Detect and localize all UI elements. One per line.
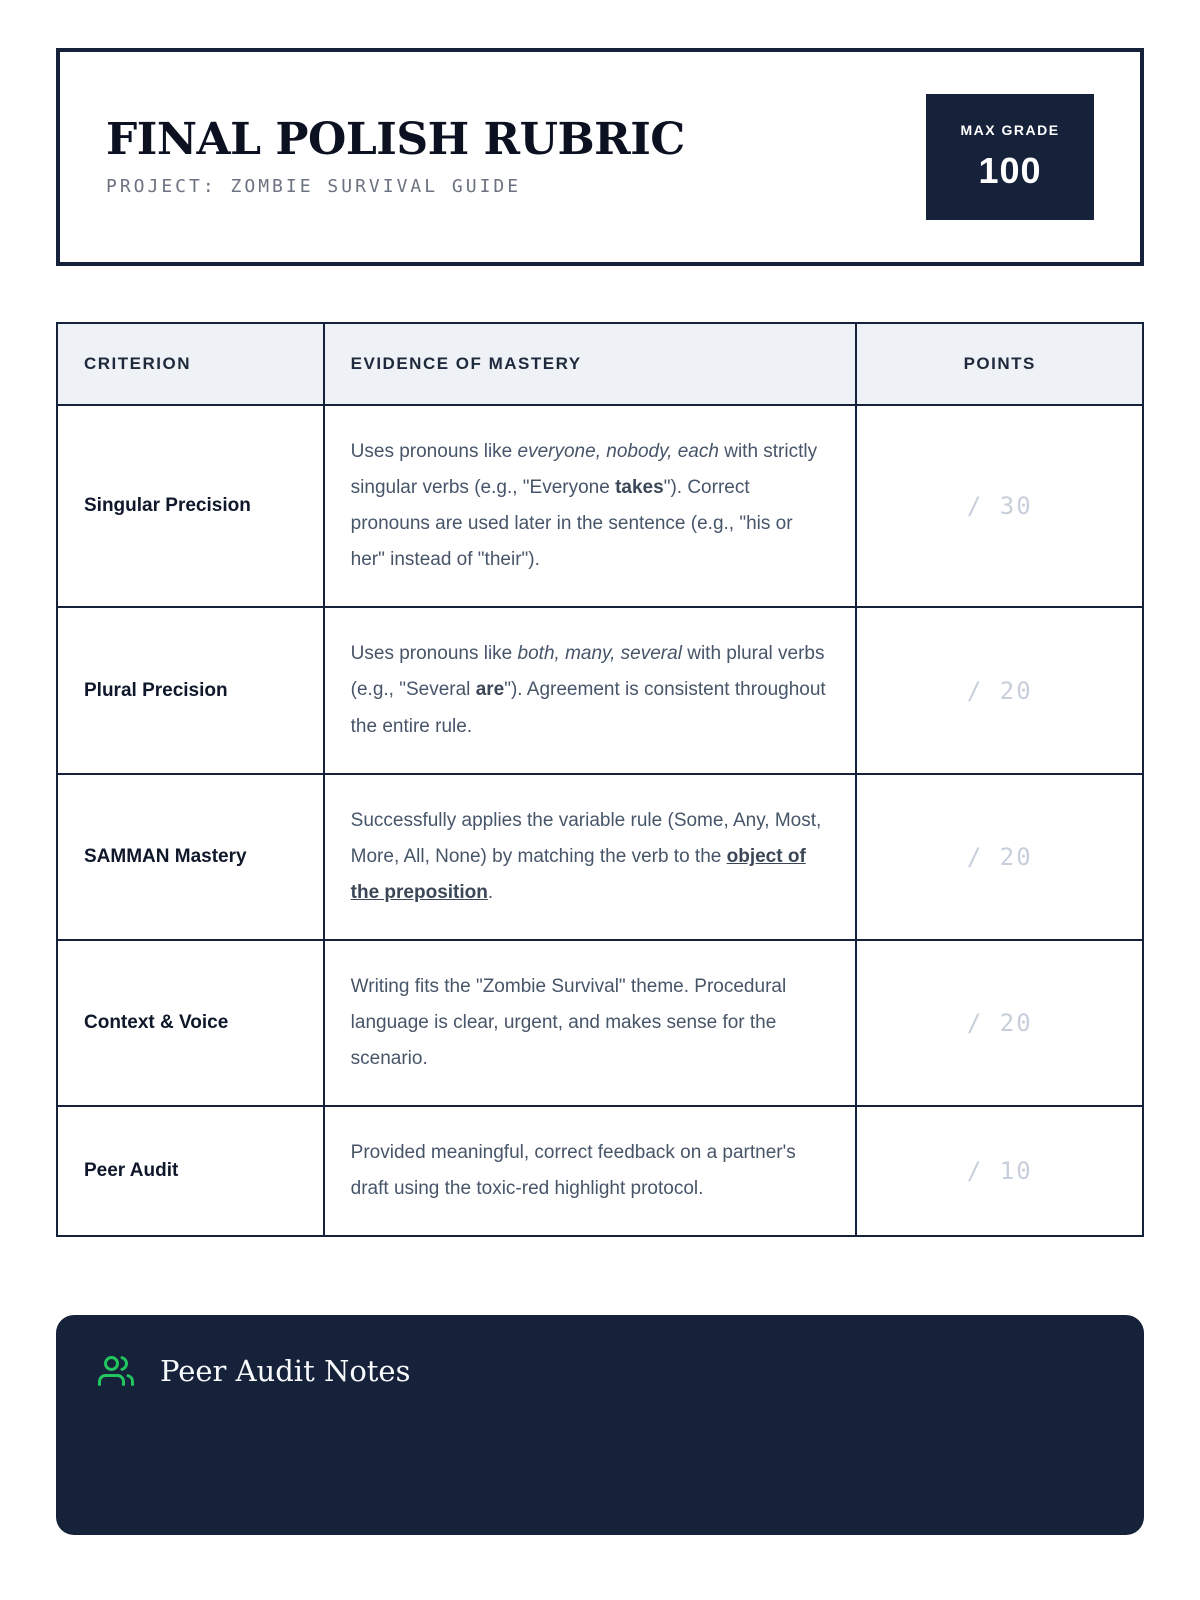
max-grade-label: MAX GRADE [960,122,1060,138]
points-cell: / 20 [856,607,1143,773]
table-header-row [57,323,1143,405]
evidence-cell: Writing fits the "Zombie Survival" theme. Procedural language is clear, urgent, and makes sense for the scenario. [324,940,857,1106]
table-row [57,1106,1143,1236]
evidence-cell: Successfully applies the variable rule (Some, Any, Most, More, All, None) by matching the verb to the object of the preposition. [324,774,857,940]
points-cell: / 10 [856,1106,1143,1236]
max-grade-badge [926,94,1094,220]
criterion-cell: Singular Precision [57,405,324,607]
evidence-cell: Uses pronouns like both, many, several with plural verbs (e.g., "Several are"). Agreement is consistent throughout the entire rule. [324,607,857,773]
header-text-group [106,114,685,197]
table-row [57,774,1143,940]
evidence-cell: Uses pronouns like everyone, nobody, each with strictly singular verbs (e.g., "Everyone takes"). Correct pronouns are used later in the sentence (e.g., "his or her" instead of "their"). [324,405,857,607]
column-header-evidence: EVIDENCE OF MASTERY [324,323,857,405]
table-row [57,405,1143,607]
people-icon [98,1353,134,1389]
peer-audit-notes-panel [56,1315,1144,1535]
criterion-cell: Plural Precision [57,607,324,773]
points-cell: / 30 [856,405,1143,607]
notes-panel-title: Peer Audit Notes [160,1354,411,1389]
column-header-criterion: CRITERION [57,323,324,405]
points-cell: / 20 [856,774,1143,940]
page-title: FINAL POLISH RUBRIC [106,114,685,166]
criterion-cell: Context & Voice [57,940,324,1106]
project-subtitle: PROJECT: ZOMBIE SURVIVAL GUIDE [106,175,522,197]
rubric-header [56,48,1144,266]
max-grade-value: 100 [978,150,1042,191]
table-row [57,940,1143,1106]
table-row [57,607,1143,773]
evidence-cell: Provided meaningful, correct feedback on a partner's draft using the toxic-red highlight protocol. [324,1106,857,1236]
criterion-cell: SAMMAN Mastery [57,774,324,940]
column-header-points: POINTS [856,323,1143,405]
rubric-table-body [57,405,1143,1236]
criterion-cell: Peer Audit [57,1106,324,1236]
points-cell: / 20 [856,940,1143,1106]
rubric-table [56,322,1144,1237]
